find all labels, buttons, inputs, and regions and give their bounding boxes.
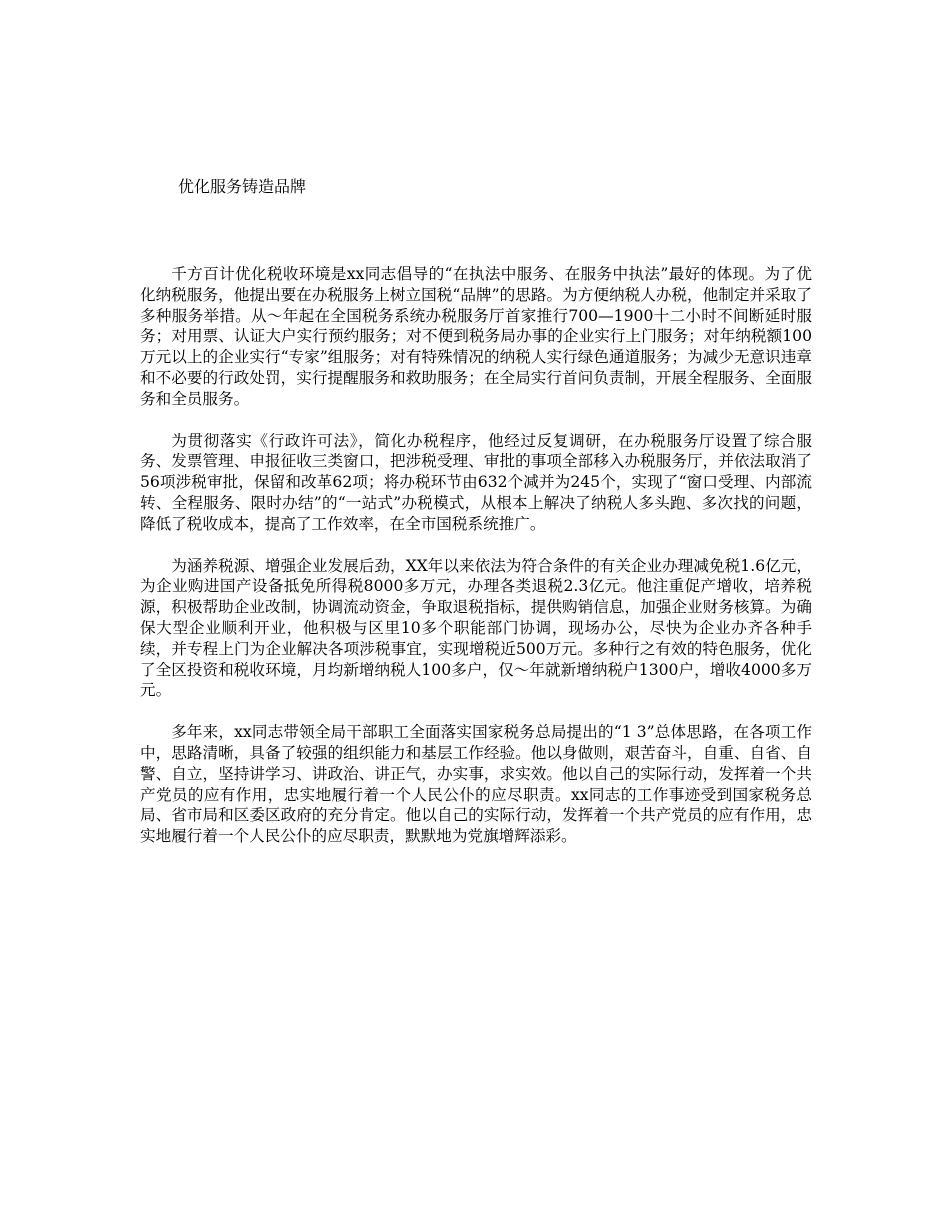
paragraph-2: 为贯彻落实《行政许可法》，简化办税程序，他经过反复调研，在办税服务厅设置了综合服务、发票管理、申报征收三类窗口，把涉税受理、审批的事项全部移入办税服务厅，并依法取消了56项涉税审批，保留和改革62项；将办税环节由632个减并为245个，实现了“窗口受理、内部流转、全程服务、限时办结”的“一站式”办税模式，从根本上解决了纳税人多头跑、多次找的问题，降低了税收成本，提高了工作效率，在全市国税系统推广。 — [140, 431, 812, 533]
document-title: 优化服务铸造品牌 — [178, 177, 307, 196]
paragraph-3: 为涵养税源、增强企业发展后劲，XX年以来依法为符合条件的有关企业办理减免税1.6亿元，为企业购进国产设备抵免所得税8000多万元，办理各类退税2.3亿元。他注重促产增收，培养税源，积极帮助企业改制，协调流动资金，争取退税指标，提供购销信息，加强企业财务核算。为确保大型企业顺利开业，他积极与区里10多个职能部门协调，现场办公，尽快为企业办齐各种手续，并专程上门为企业解决各项涉税事宜，实现增税近500万元。多种行之有效的特色服务，优化了全区投资和税收环境，月均新增纳税人100多户，仅～年就新增纳税户1300户，增收4000多万元。 — [140, 556, 812, 700]
document-body — [140, 264, 812, 868]
paragraph-4: 多年来，xx同志带领全局干部职工全面落实国家税务总局提出的“1 3”总体思路，在各项工作中，思路清晰，具备了较强的组织能力和基层工作经验。他以身做则，艰苦奋斗，自重、自省、自警、自立，坚持讲学习、讲政治、讲正气，办实事，求实效。他以自己的实际行动，发挥着一个共产党员的应有作用，忠实地履行着一个人民公仆的应尽职责。xx同志的工作事迹受到国家税务总局、省市局和区委区政府的充分肯定。他以自己的实际行动，发挥着一个共产党员的应有作用，忠实地履行着一个人民公仆的应尽职责，默默地为党旗增辉添彩。 — [140, 723, 812, 846]
paragraph-1: 千方百计优化税收环境是xx同志倡导的“在执法中服务、在服务中执法”最好的体现。为了优化纳税服务，他提出要在办税服务上树立国税“品牌”的思路。为方便纳税人办税，他制定并采取了多种服务举措。从～年起在全国税务系统办税服务厅首家推行700—1900十二小时不间断延时服务；对用票、认证大户实行预约服务；对不便到税务局办事的企业实行上门服务；对年纳税额100万元以上的企业实行“专家”组服务；对有特殊情况的纳税人实行绿色通道服务；为减少无意识违章和不必要的行政处罚，实行提醒服务和救助服务；在全局实行首问负责制，开展全程服务、全面服务和全员服务。 — [140, 265, 812, 408]
